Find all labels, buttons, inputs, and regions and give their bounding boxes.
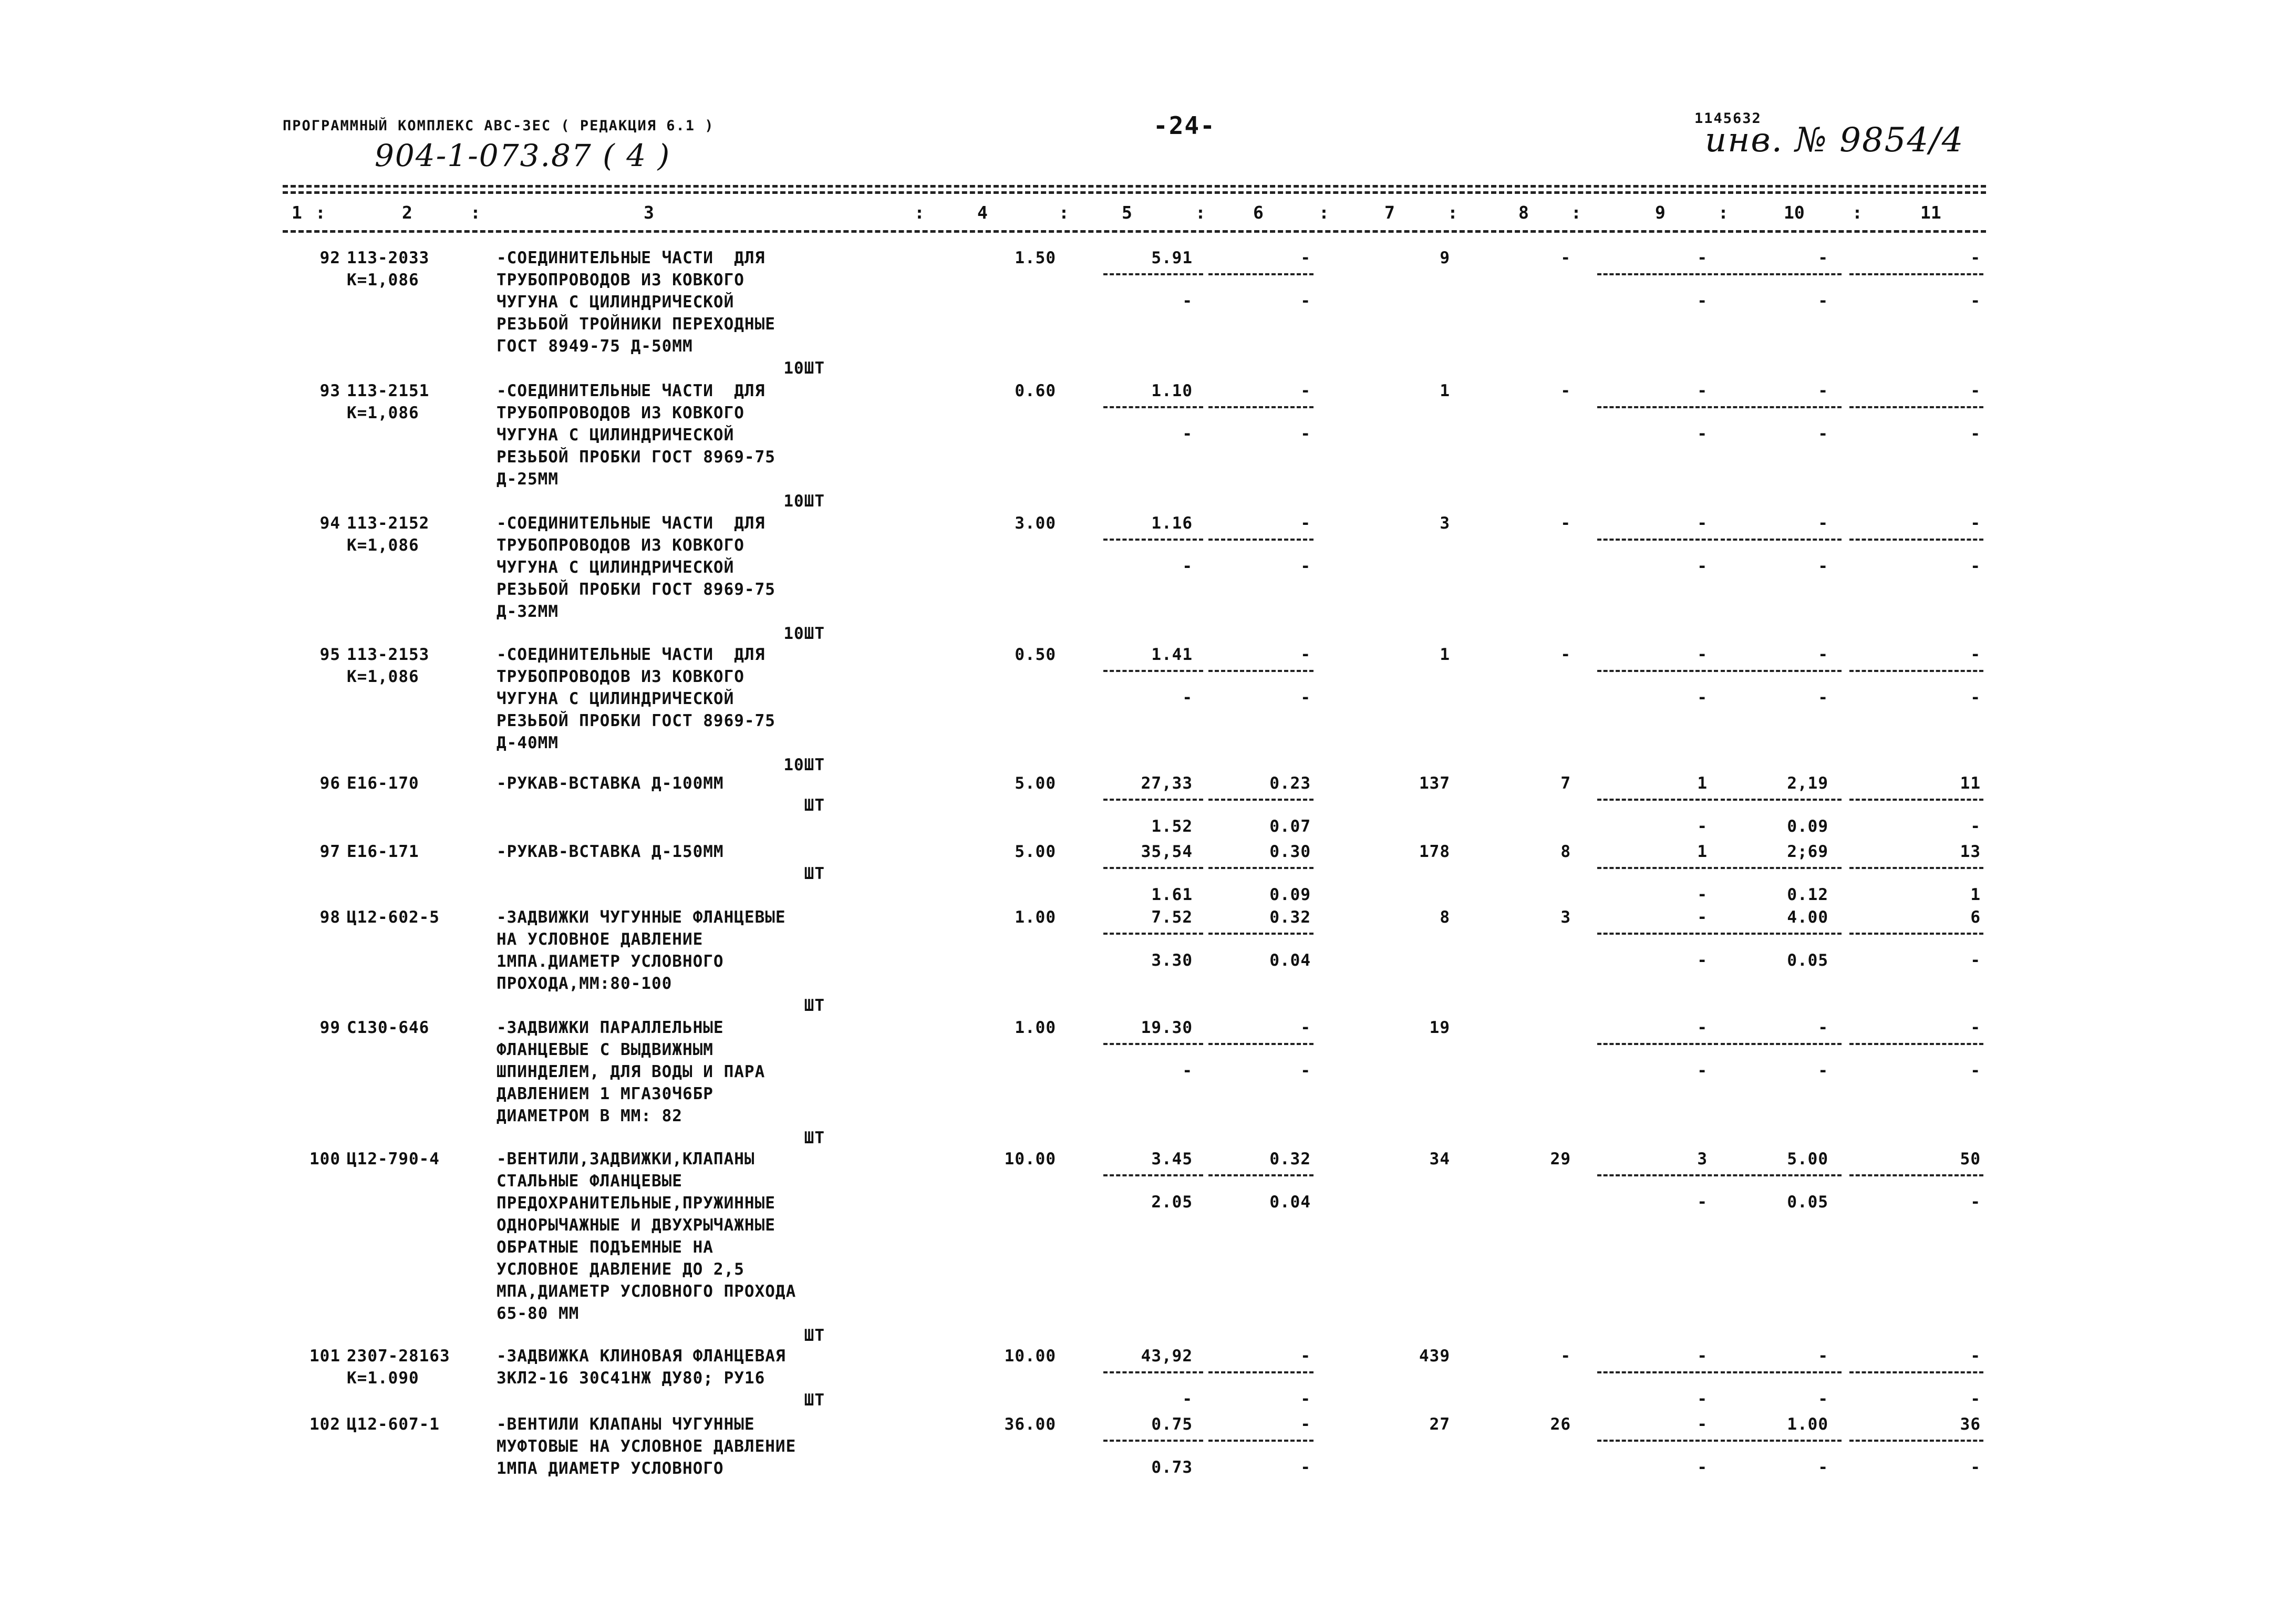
column-header-8: 8: [1518, 202, 1529, 223]
row-col6-top: 0.30: [1269, 842, 1311, 861]
row-col7: 8: [1440, 908, 1450, 927]
row-col10-top: -: [1818, 249, 1828, 267]
row-quantity: 3.00: [1015, 514, 1056, 533]
row-number: 94: [319, 514, 340, 533]
row-col8: -: [1560, 645, 1571, 664]
cell-divider: [1103, 933, 1203, 935]
row-col10-top: 2,19: [1787, 774, 1828, 793]
row-col6-bottom: -: [1300, 425, 1311, 443]
page-number: -24-: [1153, 111, 1216, 140]
row-quantity: 1.50: [1015, 249, 1056, 267]
row-col11-top: -: [1970, 1347, 1981, 1366]
column-separator: :: [1447, 202, 1458, 223]
cell-divider: [1208, 1174, 1314, 1176]
row-col6-top: -: [1300, 1415, 1311, 1434]
row-number: 102: [309, 1415, 340, 1434]
row-col9-bottom: -: [1697, 425, 1708, 443]
row-description: -РУКАВ-ВСТАВКА Д-150ММ: [497, 842, 724, 861]
cell-divider: [1849, 933, 1983, 935]
row-coefficient: К=1,086: [347, 667, 419, 686]
row-col5-top: 0.75: [1151, 1415, 1193, 1434]
row-quantity: 36.00: [1004, 1415, 1056, 1434]
row-code: 113-2152: [347, 514, 430, 533]
cell-divider: [1208, 406, 1314, 408]
row-col5-bottom: 0.73: [1151, 1458, 1193, 1477]
row-col9-top: -: [1697, 1018, 1708, 1037]
cell-divider: [1208, 799, 1314, 801]
cell-divider: [1103, 273, 1203, 275]
row-description: -СОЕДИНИТЕЛЬНЫЕ ЧАСТИ ДЛЯ ТРУБОПРОВОДОВ ИЗ КОВКОГО ЧУГУНА С ЦИЛИНДРИЧЕСКОЙ РЕЗЬБОЙ ПРОБКИ ГОСТ 8969-75 Д-25ММ: [497, 381, 775, 489]
cell-divider: [1597, 867, 1718, 869]
cell-divider: [1597, 670, 1718, 672]
column-header-3: 3: [644, 202, 654, 223]
column-header-6: 6: [1253, 202, 1264, 223]
row-col5-top: 19.30: [1141, 1018, 1193, 1037]
row-col10-bottom: -: [1818, 688, 1828, 707]
cell-divider: [1597, 799, 1718, 801]
row-col11-top: -: [1970, 381, 1981, 400]
cell-divider: [1208, 933, 1314, 935]
row-col5-top: 7.52: [1151, 908, 1193, 927]
row-col7: 3: [1440, 514, 1450, 533]
column-separator: :: [1319, 202, 1329, 223]
row-col10-top: -: [1818, 645, 1828, 664]
row-col11-bottom: 1: [1970, 885, 1981, 904]
row-unit: 10ШТ: [783, 756, 825, 774]
row-col6-bottom: -: [1300, 292, 1311, 311]
row-col9-bottom: -: [1697, 951, 1708, 970]
row-col10-bottom: -: [1818, 425, 1828, 443]
row-description: -ЗАДВИЖКА КЛИНОВАЯ ФЛАНЦЕВАЯ ЗКЛ2-16 30С41НЖ ДУ80; РУ16: [497, 1347, 786, 1388]
row-col6-top: -: [1300, 514, 1311, 533]
cell-divider: [1721, 1371, 1842, 1373]
row-quantity: 1.00: [1015, 1018, 1056, 1037]
row-col6-bottom: -: [1300, 1458, 1311, 1477]
document-number: 904-1-073.87 ( 4 ): [375, 138, 671, 173]
cell-divider: [1721, 1440, 1842, 1442]
top-rule-2: [283, 191, 1986, 194]
row-description: -СОЕДИНИТЕЛЬНЫЕ ЧАСТИ ДЛЯ ТРУБОПРОВОДОВ ИЗ КОВКОГО ЧУГУНА С ЦИЛИНДРИЧЕСКОЙ РЕЗЬБОЙ ПРОБКИ ГОСТ 8969-75 Д-32ММ: [497, 514, 775, 621]
row-col10-bottom: 0.12: [1787, 885, 1828, 904]
row-col10-top: -: [1818, 381, 1828, 400]
row-col9-top: -: [1697, 249, 1708, 267]
row-col5-bottom: 1.61: [1151, 885, 1193, 904]
row-col11-top: -: [1970, 645, 1981, 664]
cell-divider: [1597, 406, 1718, 408]
row-col11-bottom: -: [1970, 557, 1981, 576]
row-col10-top: 4.00: [1787, 908, 1828, 927]
cell-divider: [1721, 670, 1842, 672]
column-header-10: 10: [1784, 202, 1805, 223]
row-col6-bottom: -: [1300, 557, 1311, 576]
row-col5-bottom: 1.52: [1151, 817, 1193, 836]
row-col8: -: [1560, 1347, 1571, 1366]
row-col5-top: 43,92: [1141, 1347, 1193, 1366]
row-col6-bottom: 0.09: [1269, 885, 1311, 904]
cell-divider: [1103, 1174, 1203, 1176]
cell-divider: [1849, 273, 1983, 275]
row-col6-top: -: [1300, 381, 1311, 400]
row-code: 113-2151: [347, 381, 430, 400]
row-col10-bottom: -: [1818, 1061, 1828, 1080]
row-col5-bottom: -: [1182, 1390, 1193, 1409]
row-col11-bottom: -: [1970, 688, 1981, 707]
row-description: -СОЕДИНИТЕЛЬНЫЕ ЧАСТИ ДЛЯ ТРУБОПРОВОДОВ ИЗ КОВКОГО ЧУГУНА С ЦИЛИНДРИЧЕСКОЙ РЕЗЬБОЙ ТРОЙНИКИ ПЕРЕХОДНЫЕ ГОСТ 8949-75 Д-50ММ: [497, 249, 775, 356]
header-rule: [283, 230, 1986, 233]
row-unit: 10ШТ: [783, 624, 825, 643]
row-col9-bottom: -: [1697, 557, 1708, 576]
row-col10-top: 2;69: [1787, 842, 1828, 861]
cell-divider: [1208, 1043, 1314, 1045]
row-col5-bottom: 3.30: [1151, 951, 1193, 970]
program-header: ПРОГРАММНЫЙ КОМПЛЕКС АВС-3ЕС ( РЕДАКЦИЯ 6.1 ): [283, 118, 715, 134]
cell-divider: [1849, 539, 1983, 541]
row-col5-top: 1.16: [1151, 514, 1193, 533]
row-col5-bottom: -: [1182, 292, 1193, 311]
cell-divider: [1597, 273, 1718, 275]
cell-divider: [1721, 1174, 1842, 1176]
cell-divider: [1103, 406, 1203, 408]
row-col6-top: -: [1300, 645, 1311, 664]
cell-divider: [1597, 1371, 1718, 1373]
cell-divider: [1721, 273, 1842, 275]
row-col8: 26: [1550, 1415, 1571, 1434]
row-col5-bottom: 2.05: [1151, 1193, 1193, 1212]
row-unit: ШТ: [804, 796, 825, 815]
row-col8: 29: [1550, 1150, 1571, 1169]
column-separator: :: [470, 202, 481, 223]
row-col6-top: 0.32: [1269, 1150, 1311, 1169]
row-col10-top: -: [1818, 1347, 1828, 1366]
row-col10-bottom: -: [1818, 1458, 1828, 1477]
row-col7: 34: [1429, 1150, 1450, 1169]
row-quantity: 5.00: [1015, 774, 1056, 793]
row-col9-top: -: [1697, 1415, 1708, 1434]
row-coefficient: К=1,086: [347, 404, 419, 422]
row-col11-bottom: -: [1970, 951, 1981, 970]
row-col6-bottom: 0.07: [1269, 817, 1311, 836]
row-unit: ШТ: [804, 1326, 825, 1345]
cell-divider: [1721, 539, 1842, 541]
cell-divider: [1103, 1043, 1203, 1045]
row-col6-top: -: [1300, 1347, 1311, 1366]
row-col9-bottom: -: [1697, 1390, 1708, 1409]
row-number: 96: [319, 774, 340, 793]
row-col5-top: 1.41: [1151, 645, 1193, 664]
row-col8: -: [1560, 381, 1571, 400]
row-unit: 10ШТ: [783, 492, 825, 511]
row-col8: 3: [1560, 908, 1571, 927]
row-col11-top: -: [1970, 514, 1981, 533]
column-separator: :: [1571, 202, 1581, 223]
cell-divider: [1103, 670, 1203, 672]
row-code: 113-2033: [347, 249, 430, 267]
row-coefficient: К=1,086: [347, 536, 419, 555]
row-code: Е16-171: [347, 842, 419, 861]
row-col9-bottom: -: [1697, 1458, 1708, 1477]
cell-divider: [1721, 867, 1842, 869]
cell-divider: [1208, 670, 1314, 672]
row-col10-bottom: 0.05: [1787, 1193, 1828, 1212]
row-description: -ВЕНТИЛИ КЛАПАНЫ ЧУГУННЫЕ МУФТОВЫЕ НА УСЛОВНОЕ ДАВЛЕНИЕ 1МПА ДИАМЕТР УСЛОВНОГО: [497, 1415, 797, 1478]
row-col5-top: 35,54: [1141, 842, 1193, 861]
row-unit: ШТ: [804, 1129, 825, 1147]
cell-divider: [1849, 1043, 1983, 1045]
row-col10-bottom: -: [1818, 292, 1828, 311]
column-header-1: 1: [292, 202, 302, 223]
row-number: 101: [309, 1347, 340, 1366]
row-col9-top: 1: [1697, 774, 1708, 793]
column-header-9: 9: [1655, 202, 1666, 223]
row-col10-top: 1.00: [1787, 1415, 1828, 1434]
row-number: 100: [309, 1150, 340, 1169]
cell-divider: [1849, 670, 1983, 672]
row-col11-top: -: [1970, 1018, 1981, 1037]
row-col8: -: [1560, 249, 1571, 267]
column-separator: :: [914, 202, 925, 223]
row-col11-bottom: -: [1970, 1193, 1981, 1212]
row-col7: 9: [1440, 249, 1450, 267]
cell-divider: [1597, 1440, 1718, 1442]
row-col7: 178: [1419, 842, 1450, 861]
cell-divider: [1849, 1174, 1983, 1176]
cell-divider: [1208, 273, 1314, 275]
row-col9-top: -: [1697, 381, 1708, 400]
row-col6-bottom: 0.04: [1269, 1193, 1311, 1212]
row-number: 95: [319, 645, 340, 664]
row-col11-top: 13: [1960, 842, 1981, 861]
cell-divider: [1721, 933, 1842, 935]
row-col11-top: 6: [1970, 908, 1981, 927]
row-col11-top: 11: [1960, 774, 1981, 793]
row-description: -ВЕНТИЛИ,ЗАДВИЖКИ,КЛАПАНЫ СТАЛЬНЫЕ ФЛАНЦЕВЫЕ ПРЕДОХРАНИТЕЛЬНЫЕ,ПРУЖИННЫЕ ОДНОРЫЧАЖНЫЕ И ДВУХРЫЧАЖНЫЕ ОБРАТНЫЕ ПОДЪЕМНЫЕ НА УСЛОВНОЕ ДАВЛЕНИЕ ДО 2,5 МПА,ДИАМЕТР УСЛОВНОГО ПРОХОДА 65-80 ММ: [497, 1150, 797, 1323]
row-code: 2307-28163: [347, 1347, 450, 1366]
cell-divider: [1208, 1371, 1314, 1373]
row-col9-bottom: -: [1697, 817, 1708, 836]
cell-divider: [1721, 799, 1842, 801]
cell-divider: [1208, 1440, 1314, 1442]
row-col6-top: 0.23: [1269, 774, 1311, 793]
cell-divider: [1849, 867, 1983, 869]
row-col11-bottom: -: [1970, 817, 1981, 836]
row-unit: 10ШТ: [783, 359, 825, 378]
row-col5-bottom: -: [1182, 688, 1193, 707]
cell-divider: [1849, 1440, 1983, 1442]
row-col6-bottom: -: [1300, 1061, 1311, 1080]
row-col9-top: -: [1697, 1347, 1708, 1366]
row-col6-top: -: [1300, 249, 1311, 267]
row-col10-bottom: -: [1818, 557, 1828, 576]
row-col5-top: 3.45: [1151, 1150, 1193, 1169]
row-col7: 19: [1429, 1018, 1450, 1037]
column-header-4: 4: [977, 202, 988, 223]
cell-divider: [1208, 867, 1314, 869]
row-code: Ц12-607-1: [347, 1415, 440, 1434]
row-code: С130-646: [347, 1018, 430, 1037]
column-separator: :: [1718, 202, 1729, 223]
row-col9-bottom: -: [1697, 885, 1708, 904]
column-separator: :: [1852, 202, 1863, 223]
cell-divider: [1849, 406, 1983, 408]
column-header-5: 5: [1122, 202, 1132, 223]
row-col5-top: 5.91: [1151, 249, 1193, 267]
row-col5-top: 1.10: [1151, 381, 1193, 400]
row-col5-bottom: -: [1182, 425, 1193, 443]
column-separator: :: [315, 202, 326, 223]
row-col8: 8: [1560, 842, 1571, 861]
row-number: 92: [319, 249, 340, 267]
cell-divider: [1103, 867, 1203, 869]
row-description: -СОЕДИНИТЕЛЬНЫЕ ЧАСТИ ДЛЯ ТРУБОПРОВОДОВ ИЗ КОВКОГО ЧУГУНА С ЦИЛИНДРИЧЕСКОЙ РЕЗЬБОЙ ПРОБКИ ГОСТ 8969-75 Д-40ММ: [497, 645, 775, 752]
cell-divider: [1597, 539, 1718, 541]
cell-divider: [1597, 1174, 1718, 1176]
row-col10-bottom: -: [1818, 1390, 1828, 1409]
column-separator: :: [1195, 202, 1206, 223]
cell-divider: [1721, 1043, 1842, 1045]
row-col9-top: -: [1697, 645, 1708, 664]
row-col7: 1: [1440, 381, 1450, 400]
row-col5-top: 27,33: [1141, 774, 1193, 793]
row-col11-bottom: -: [1970, 292, 1981, 311]
row-code: Ц12-790-4: [347, 1150, 440, 1169]
cell-divider: [1597, 1043, 1718, 1045]
column-header-11: 11: [1920, 202, 1941, 223]
row-coefficient: К=1,086: [347, 271, 419, 289]
inventory-number: инв. № 9854/4: [1705, 121, 1964, 160]
row-col9-top: 3: [1697, 1150, 1708, 1169]
row-col9-bottom: -: [1697, 1061, 1708, 1080]
row-col5-bottom: -: [1182, 557, 1193, 576]
row-quantity: 0.50: [1015, 645, 1056, 664]
row-col11-bottom: -: [1970, 1390, 1981, 1409]
cell-divider: [1208, 539, 1314, 541]
row-code: 113-2153: [347, 645, 430, 664]
row-col6-top: -: [1300, 1018, 1311, 1037]
row-col10-bottom: 0.09: [1787, 817, 1828, 836]
row-col9-bottom: -: [1697, 292, 1708, 311]
row-col7: 439: [1419, 1347, 1450, 1366]
row-code: Ц12-602-5: [347, 908, 440, 927]
row-quantity: 5.00: [1015, 842, 1056, 861]
cell-divider: [1103, 539, 1203, 541]
row-number: 93: [319, 381, 340, 400]
row-col11-top: 50: [1960, 1150, 1981, 1169]
row-col8: -: [1560, 514, 1571, 533]
row-col6-top: 0.32: [1269, 908, 1311, 927]
row-unit: ШТ: [804, 864, 825, 883]
row-col11-bottom: -: [1970, 1061, 1981, 1080]
row-col9-top: 1: [1697, 842, 1708, 861]
row-col6-bottom: -: [1300, 1390, 1311, 1409]
cell-divider: [1849, 799, 1983, 801]
row-description: -ЗАДВИЖКИ ПАРАЛЛЕЛЬНЫЕ ФЛАНЦЕВЫЕ С ВЫДВИЖНЫМ ШПИНДЕЛЕМ, ДЛЯ ВОДЫ И ПАРА ДАВЛЕНИЕМ 1 МГА30Ч6БР ДИАМЕТРОМ В ММ: 82: [497, 1018, 766, 1125]
row-col10-bottom: 0.05: [1787, 951, 1828, 970]
row-unit: ШТ: [804, 1391, 825, 1410]
batch-code: 1145632: [1694, 110, 1762, 127]
row-col8: 7: [1560, 774, 1571, 793]
row-col11-top: -: [1970, 249, 1981, 267]
row-quantity: 10.00: [1004, 1150, 1056, 1169]
cell-divider: [1103, 1371, 1203, 1373]
cell-divider: [1849, 1371, 1983, 1373]
row-col7: 27: [1429, 1415, 1450, 1434]
row-col7: 137: [1419, 774, 1450, 793]
row-coefficient: К=1.090: [347, 1369, 419, 1388]
row-quantity: 0.60: [1015, 381, 1056, 400]
row-unit: ШТ: [804, 996, 825, 1015]
column-separator: :: [1059, 202, 1069, 223]
cell-divider: [1103, 799, 1203, 801]
row-description: -РУКАВ-ВСТАВКА Д-100ММ: [497, 774, 724, 793]
row-col10-top: -: [1818, 514, 1828, 533]
row-col9-top: -: [1697, 514, 1708, 533]
column-header-2: 2: [402, 202, 412, 223]
row-col6-bottom: -: [1300, 688, 1311, 707]
top-rule: [283, 185, 1986, 188]
row-col10-top: 5.00: [1787, 1150, 1828, 1169]
row-col10-top: -: [1818, 1018, 1828, 1037]
column-header-7: 7: [1384, 202, 1395, 223]
row-quantity: 10.00: [1004, 1347, 1056, 1366]
row-code: Е16-170: [347, 774, 419, 793]
row-quantity: 1.00: [1015, 908, 1056, 927]
row-number: 99: [319, 1018, 340, 1037]
cell-divider: [1721, 406, 1842, 408]
row-description: -ЗАДВИЖКИ ЧУГУННЫЕ ФЛАНЦЕВЫЕ НА УСЛОВНОЕ ДАВЛЕНИЕ 1МПА.ДИАМЕТР УСЛОВНОГО ПРОХОДА,ММ:80-100: [497, 908, 786, 993]
row-col7: 1: [1440, 645, 1450, 664]
row-col9-bottom: -: [1697, 1193, 1708, 1212]
cell-divider: [1597, 933, 1718, 935]
row-number: 98: [319, 908, 340, 927]
row-col11-bottom: -: [1970, 1458, 1981, 1477]
row-col9-bottom: -: [1697, 688, 1708, 707]
row-col11-bottom: -: [1970, 425, 1981, 443]
cell-divider: [1103, 1440, 1203, 1442]
row-col5-bottom: -: [1182, 1061, 1193, 1080]
row-col6-bottom: 0.04: [1269, 951, 1311, 970]
row-number: 97: [319, 842, 340, 861]
row-col9-top: -: [1697, 908, 1708, 927]
row-col11-top: 36: [1960, 1415, 1981, 1434]
